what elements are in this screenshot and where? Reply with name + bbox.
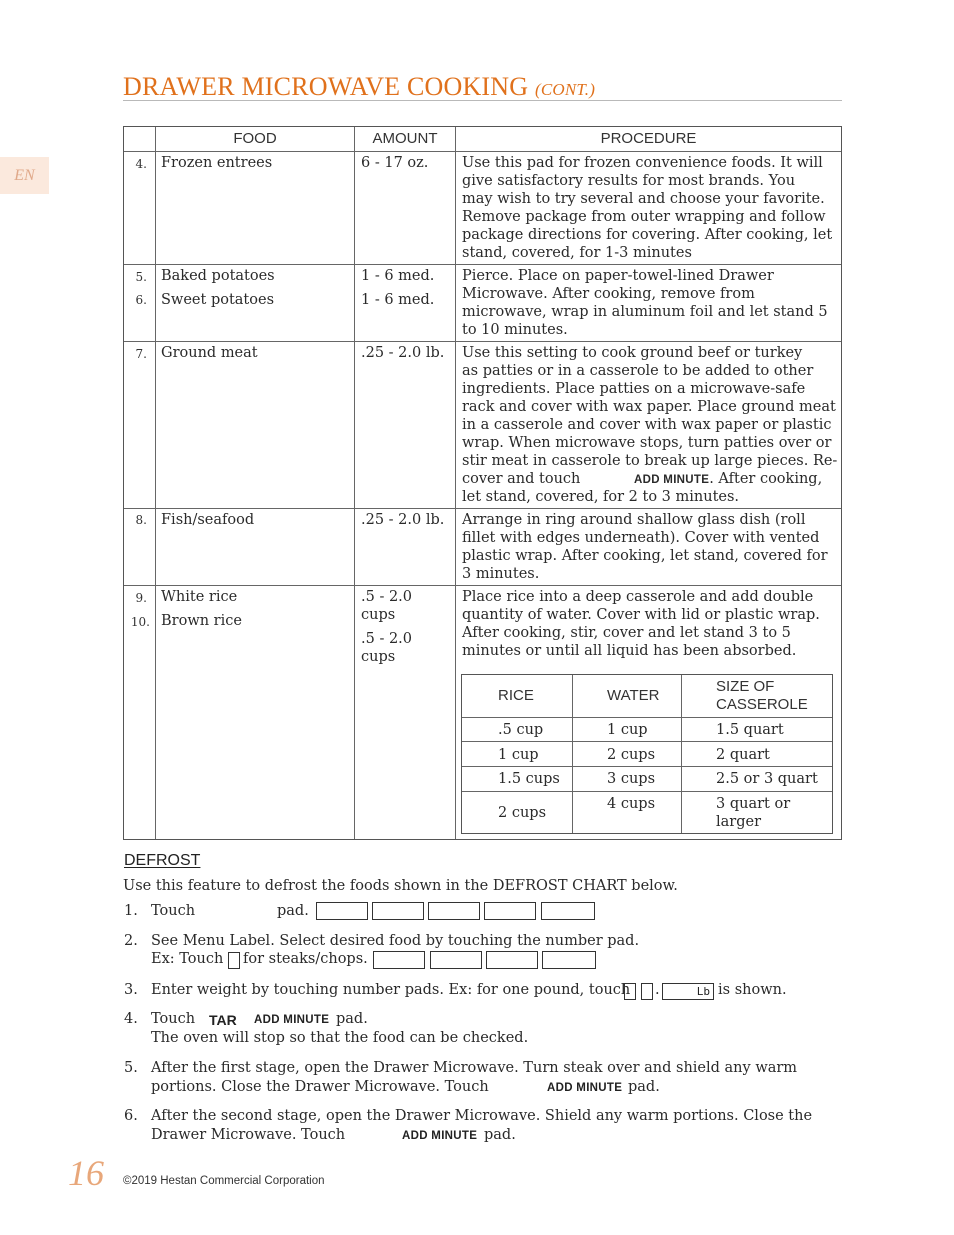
food-name: Sweet potatoes bbox=[161, 292, 275, 308]
page-title: DRAWER MICROWAVE COOKING (CONT.) bbox=[123, 72, 596, 101]
row-divider bbox=[124, 341, 841, 342]
step-number: 2. bbox=[124, 933, 138, 949]
procedure-line: ingredients. Place patties on a microwave-safe bbox=[462, 381, 806, 397]
procedure-line: give satisfactory results for most brands. You bbox=[462, 173, 796, 189]
rice-cell: 2 cups bbox=[498, 805, 547, 821]
procedure-line: Place rice into a deep casserole and add double bbox=[462, 589, 814, 605]
step-number: 4. bbox=[124, 1011, 138, 1027]
row-divider bbox=[124, 585, 841, 586]
row-number: 9. bbox=[135, 591, 147, 605]
col-divider bbox=[681, 675, 682, 833]
title-divider bbox=[123, 100, 842, 101]
rice-header-size: SIZE OF bbox=[716, 678, 775, 695]
procedure-line: package directions for covering. After cooking, let bbox=[462, 227, 833, 243]
number-pad-icon bbox=[641, 983, 653, 1000]
food-name: Baked potatoes bbox=[161, 268, 275, 284]
rice-cell: 3 quart or bbox=[716, 796, 791, 812]
step-text: is shown. bbox=[718, 982, 787, 998]
procedure-line: Use this setting to cook ground beef or turkey bbox=[462, 345, 803, 361]
amount-value: 6 - 17 oz. bbox=[361, 155, 429, 171]
row-divider bbox=[462, 766, 832, 767]
rice-cell: .5 cup bbox=[498, 722, 544, 738]
row-divider bbox=[462, 791, 832, 792]
procedure-line: plastic wrap. After cooking, let stand, covered for bbox=[462, 548, 828, 564]
defrost-heading: DEFROST bbox=[124, 852, 201, 869]
procedure-line: Microwave. After cooking, remove from bbox=[462, 286, 755, 302]
procedure-line: After cooking, stir, cover and let stand 3 to 5 bbox=[462, 625, 791, 641]
rice-cell: 4 cups bbox=[607, 796, 656, 812]
rice-cell: 2 cups bbox=[607, 747, 656, 763]
procedure-line: stand, covered, for 1-3 minutes bbox=[462, 245, 692, 261]
step-text: See Menu Label. Select desired food by touching the number pad. bbox=[151, 933, 640, 949]
row-divider bbox=[124, 508, 841, 509]
amount-value: .25 - 2.0 lb. bbox=[361, 512, 445, 528]
row-number: 7. bbox=[135, 347, 147, 361]
procedure-line: wrap. When microwave stops, turn patties over or bbox=[462, 435, 832, 451]
procedure-line: as patties or in a casserole to be added to other bbox=[462, 363, 814, 379]
add-minute-key-label: ADD MINUTE bbox=[634, 474, 710, 486]
rice-cell: larger bbox=[716, 814, 762, 830]
col-divider bbox=[455, 127, 456, 839]
procedure-line: quantity of water. Cover with lid or plastic wrap. bbox=[462, 607, 820, 623]
add-minute-key-label: ADD MINUTE bbox=[547, 1082, 623, 1094]
step-text: After the first stage, open the Drawer Microwave. Turn steak over and shield any warm bbox=[151, 1060, 798, 1076]
copyright: ©2019 Hestan Commercial Corporation bbox=[123, 1175, 325, 1187]
food-name: Ground meat bbox=[161, 345, 258, 361]
display-segment-box bbox=[484, 902, 536, 920]
step-number: 3. bbox=[124, 982, 138, 998]
number-pad-icon bbox=[228, 952, 240, 969]
step-text: Touch bbox=[151, 1011, 196, 1027]
add-minute-key-label: ADD MINUTE bbox=[402, 1130, 478, 1142]
step-text: pad. bbox=[336, 1011, 368, 1027]
page-number: 16 bbox=[68, 1153, 104, 1193]
amount-value: cups bbox=[361, 649, 396, 665]
tar-key-label: TAR bbox=[209, 1012, 237, 1028]
procedure-line: ADD MINUTE. After cooking, bbox=[634, 471, 823, 487]
number-pad-icon bbox=[624, 983, 636, 1000]
header-procedure: PROCEDURE bbox=[600, 130, 697, 147]
amount-value: .25 - 2.0 lb. bbox=[361, 345, 445, 361]
step-text: Drawer Microwave. Touch bbox=[151, 1127, 346, 1143]
col-divider bbox=[354, 127, 355, 839]
step-text: Ex: Touch bbox=[151, 951, 224, 967]
procedure-line: minutes or until all liquid has been absorbed. bbox=[462, 643, 797, 659]
header-food: FOOD bbox=[233, 130, 277, 147]
step-number: 6. bbox=[124, 1108, 138, 1124]
step-number: 5. bbox=[124, 1060, 138, 1076]
step-text: for steaks/chops. bbox=[243, 951, 368, 967]
header-amount: AMOUNT bbox=[372, 130, 438, 147]
procedure-line: may wish to try several and choose your favorite. bbox=[462, 191, 825, 207]
display-segment-box bbox=[541, 902, 595, 920]
procedure-line: rack and cover with wax paper. Place ground meat bbox=[462, 399, 836, 415]
procedure-line: in a casserole and cover with wax paper or plastic bbox=[462, 417, 832, 433]
step-text: Touch bbox=[151, 903, 196, 919]
rice-header-water: WATER bbox=[607, 687, 660, 704]
procedure-line: microwave, wrap in aluminum foil and let stand 5 bbox=[462, 304, 828, 320]
weight-display-box: Lb bbox=[662, 983, 714, 1000]
row-divider bbox=[462, 741, 832, 742]
rice-cell: 1.5 cups bbox=[498, 771, 560, 787]
procedure-line: let stand, covered, for 2 to 3 minutes. bbox=[462, 489, 740, 505]
procedure-line: 3 minutes. bbox=[462, 566, 540, 582]
add-minute-key-label: ADD MINUTE bbox=[254, 1014, 330, 1026]
procedure-line: stir meat in casserole to break up large pieces. Re- bbox=[462, 453, 838, 469]
rice-cell: 1 cup bbox=[498, 747, 539, 763]
rice-cell: 2 quart bbox=[716, 747, 770, 763]
amount-value: 1 - 6 med. bbox=[361, 268, 435, 284]
procedure-line: Remove package from outer wrapping and follow bbox=[462, 209, 826, 225]
row-number: 5. bbox=[135, 270, 147, 284]
display-segment-box bbox=[486, 951, 538, 969]
rice-cell: 1 cup bbox=[607, 722, 648, 738]
row-number: 10. bbox=[130, 615, 150, 629]
page-title-cont: (CONT.) bbox=[534, 80, 596, 99]
food-name: White rice bbox=[161, 589, 238, 605]
amount-value: .5 - 2.0 bbox=[361, 589, 413, 605]
display-segment-box bbox=[542, 951, 596, 969]
food-name: Frozen entrees bbox=[161, 155, 273, 171]
row-divider bbox=[124, 151, 841, 152]
display-segment-box bbox=[372, 902, 424, 920]
display-segment-box bbox=[316, 902, 368, 920]
step-text: pad. bbox=[628, 1079, 660, 1095]
step-text: pad. bbox=[484, 1127, 516, 1143]
procedure-line: Use this pad for frozen convenience foods. It will bbox=[462, 155, 823, 171]
display-segment-box bbox=[428, 902, 480, 920]
rice-cell: 2.5 or 3 quart bbox=[716, 771, 818, 787]
row-divider bbox=[124, 264, 841, 265]
food-name: Fish/seafood bbox=[161, 512, 255, 528]
display-segment-box bbox=[430, 951, 482, 969]
amount-value: 1 - 6 med. bbox=[361, 292, 435, 308]
row-number: 4. bbox=[135, 157, 147, 171]
procedure-line: cover and touch bbox=[462, 471, 581, 487]
amount-value: .5 - 2.0 bbox=[361, 631, 413, 647]
amount-value: cups bbox=[361, 607, 396, 623]
display-segment-box bbox=[373, 951, 425, 969]
step-number: 1. bbox=[124, 903, 138, 919]
step-text: The oven will stop so that the food can be checked. bbox=[151, 1030, 529, 1046]
procedure-line: fillet with edges underneath). Cover with vented bbox=[462, 530, 820, 546]
food-name: Brown rice bbox=[161, 613, 242, 629]
step-text: After the second stage, open the Drawer Microwave. Shield any warm portions. Close the bbox=[151, 1108, 813, 1124]
rice-header-casserole: CASSEROLE bbox=[716, 696, 808, 713]
rice-table bbox=[461, 674, 833, 834]
procedure-line: to 10 minutes. bbox=[462, 322, 568, 338]
row-number: 8. bbox=[135, 513, 147, 527]
defrost-intro: Use this feature to defrost the foods shown in the DEFROST CHART below. bbox=[123, 878, 678, 894]
row-divider bbox=[462, 717, 832, 718]
step-text: . bbox=[655, 982, 660, 998]
procedure-line: Arrange in ring around shallow glass dish (roll bbox=[462, 512, 806, 528]
rice-cell: 1.5 quart bbox=[716, 722, 784, 738]
step-text: Enter weight by touching number pads. Ex: for one pound, touch bbox=[151, 982, 631, 998]
col-divider bbox=[155, 127, 156, 839]
rice-cell: 3 cups bbox=[607, 771, 656, 787]
col-divider bbox=[572, 675, 573, 833]
row-number: 6. bbox=[135, 293, 147, 307]
procedure-line: Pierce. Place on paper-towel-lined Drawer bbox=[462, 268, 774, 284]
step-text: portions. Close the Drawer Microwave. Touch bbox=[151, 1079, 489, 1095]
step-text: pad. bbox=[277, 903, 309, 919]
language-tab[interactable]: EN bbox=[0, 157, 49, 194]
rice-header-rice: RICE bbox=[498, 687, 534, 704]
